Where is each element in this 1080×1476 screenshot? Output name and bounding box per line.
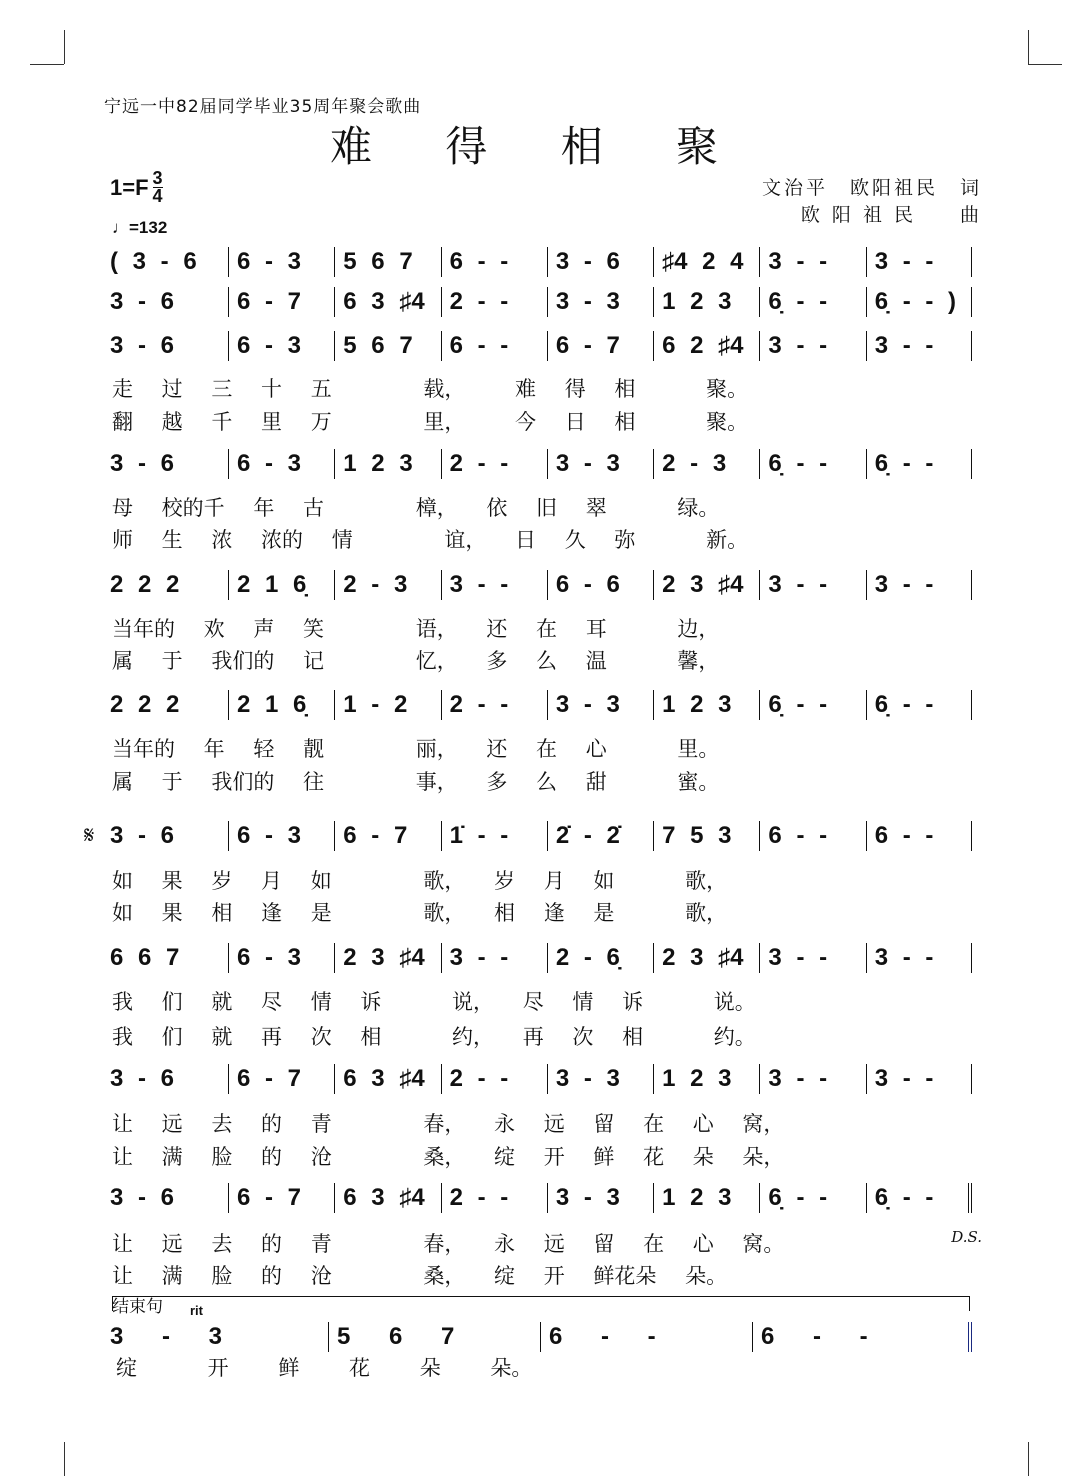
music-row	[110, 943, 972, 973]
key: 1=F	[110, 174, 149, 200]
measure: 6 - 7	[228, 1183, 334, 1213]
lyric-line: 我 们 就 尽 情 诉 说， 尽 情 诉 说。	[112, 990, 756, 1014]
measure: 2 - -	[441, 690, 547, 720]
measure: 6 3 ♯4	[334, 1183, 440, 1213]
measure: 2 - 6̣	[547, 943, 653, 973]
barline	[971, 570, 972, 600]
measure: 2 2 2	[110, 691, 180, 718]
measure: 6̣ - -	[866, 449, 972, 479]
measure: 6 - 3	[228, 247, 334, 277]
measure: 3 - -	[866, 943, 972, 973]
measure: 3 - 6	[547, 247, 653, 277]
measure: 6̣ - -	[759, 287, 865, 317]
lyric-line: 师 生 浓 浓的 情 谊， 日 久 弥 新。	[112, 528, 749, 552]
ritardando-mark: rit	[190, 1303, 203, 1318]
music-row	[110, 570, 972, 600]
measure: 6 - -	[759, 821, 865, 851]
composer-credit: 欧 阳 祖 民 曲	[800, 204, 982, 226]
barline	[971, 287, 972, 317]
measure: 6 - 3	[228, 331, 334, 361]
coda-lyrics: 绽 开 鲜 花 朵 朵。	[116, 1356, 533, 1380]
lyric-line: 属 于 我们的 记 忆， 多 么 温 馨，	[112, 649, 720, 673]
barline	[971, 331, 972, 361]
measure: 6 3 ♯4	[334, 287, 440, 317]
measure: 6 - 7	[547, 331, 653, 361]
measure: 1 2 3	[653, 1064, 759, 1094]
measure: 2 - -	[441, 449, 547, 479]
measure: 3 - -	[759, 331, 865, 361]
measure: 6 - 7	[334, 821, 440, 851]
measure: 3 - 6	[110, 1184, 175, 1211]
measure: 6̣ - - )	[866, 287, 972, 317]
measure: 6 - -	[866, 821, 972, 851]
measure: 6̣ - -	[866, 690, 972, 720]
measure: 1 2 3	[334, 449, 440, 479]
time-signature	[153, 170, 163, 205]
tempo-value: =132	[129, 218, 168, 237]
measure: 6 2 ♯4	[653, 331, 759, 361]
measure: 7 5 3	[653, 821, 759, 851]
measure: 3 - -	[759, 570, 865, 600]
barline	[965, 1183, 972, 1213]
coda-label: 结束句	[112, 1297, 163, 1317]
crop-mark	[1028, 64, 1062, 65]
measure: 2 1 6̣	[228, 570, 334, 600]
measure: ♯4 2 4	[653, 247, 759, 277]
measure: 6 - 3	[228, 449, 334, 479]
measure: 3 - -	[866, 331, 972, 361]
measure: 2 - -	[441, 287, 547, 317]
measure: 1̇ - -	[441, 821, 547, 851]
measure: 2̇ - 2̇	[547, 821, 653, 851]
final-barline	[965, 1322, 972, 1352]
barline	[971, 247, 972, 277]
measure: 3 - 3	[547, 1064, 653, 1094]
measure: 3 - 6	[110, 288, 175, 315]
measure: 6 3 ♯4	[334, 1064, 440, 1094]
measure: 6 - -	[441, 247, 547, 277]
music-row	[110, 1064, 972, 1094]
crop-mark	[1028, 1442, 1029, 1476]
measure: 6 - 3	[228, 943, 334, 973]
measure: 3 - -	[759, 943, 865, 973]
subtitle: 宁远一中82届同学毕业35周年聚会歌曲	[104, 97, 422, 117]
music-row	[110, 821, 972, 851]
music-row	[110, 690, 972, 720]
measure: 3 - 3	[547, 1183, 653, 1213]
measure: 2 3 ♯4	[653, 570, 759, 600]
lyric-line: 我 们 就 再 次 相 约， 再 次 相 约。	[112, 1025, 756, 1049]
lyric-line: 让 满 脸 的 沧 桑， 绽 开 鲜 花 朵 朵，	[112, 1145, 785, 1169]
measure: 6 - -	[540, 1322, 752, 1352]
measure: 2 - 3	[653, 449, 759, 479]
measure: 3 - -	[441, 570, 547, 600]
measure: 3 - -	[866, 247, 972, 277]
measure: 3 - 6	[110, 450, 175, 477]
measure: 6̣ - -	[759, 1183, 865, 1213]
measure: 2 - -	[441, 1064, 547, 1094]
key-signature	[110, 170, 163, 205]
segno-icon: 𝄋	[84, 821, 95, 849]
coda-bracket	[112, 1296, 970, 1311]
lyric-line: 当年的 欢 声 笑 语， 还 在 耳 边，	[112, 617, 720, 641]
song-title: 难 得 相 聚	[330, 122, 719, 171]
measure: 6 - 6	[547, 570, 653, 600]
measure: 2 1 6̣	[228, 690, 334, 720]
measure: 2 - -	[441, 1183, 547, 1213]
lyric-line: 让 远 去 的 青 春， 永 远 留 在 心 窝，	[112, 1112, 785, 1136]
measure: 3 - -	[441, 943, 547, 973]
music-row	[110, 247, 972, 277]
music-row	[110, 1183, 972, 1213]
lyric-line: 当年的 年 轻 靓 丽， 还 在 心 里。	[112, 737, 720, 761]
measure: 2 - 3	[334, 570, 440, 600]
measure: 6̣ - -	[866, 1183, 972, 1213]
measure: 3 - -	[759, 247, 865, 277]
lyric-line: 如 果 相 逢 是 歌， 相 逢 是 歌，	[112, 901, 728, 925]
measure: 6 - 7	[228, 1064, 334, 1094]
barline	[971, 1064, 972, 1094]
measure: 2 3 ♯4	[653, 943, 759, 973]
quarter-note-icon: ♩	[112, 218, 129, 237]
measure: 1 2 3	[653, 287, 759, 317]
measure: 6 - 7	[228, 287, 334, 317]
measure: 3 - 6	[110, 332, 175, 359]
measure: 5 6 7	[334, 247, 440, 277]
measure: 5 6 7	[334, 331, 440, 361]
measure: 3 - -	[866, 1064, 972, 1094]
measure: 1 2 3	[653, 690, 759, 720]
music-row	[110, 287, 972, 317]
lyric-line: 母 校的千 年 古 樟， 依 旧 翠 绿。	[112, 496, 720, 520]
measure: 5 6 7	[328, 1322, 540, 1352]
time-top: 3	[152, 168, 163, 188]
tempo-marking	[112, 218, 167, 238]
crop-mark	[64, 30, 65, 64]
crop-mark	[30, 64, 64, 65]
measure: 3 - -	[866, 570, 972, 600]
measure: 3 - 3	[547, 690, 653, 720]
lyric-line: 翻 越 千 里 万 里， 今 日 相 聚。	[112, 410, 749, 434]
measure: 3 - 6	[110, 822, 175, 849]
music-row	[110, 449, 972, 479]
lyric-line: 让 满 脸 的 沧 桑， 绽 开 鲜花朵 朵。	[112, 1264, 728, 1288]
crop-mark	[1028, 30, 1029, 64]
measure: 3 - 3	[110, 1323, 223, 1350]
lyric-line: 走 过 三 十 五 载， 难 得 相 聚。	[112, 377, 749, 401]
measure: 6̣ - -	[759, 449, 865, 479]
time-bottom: 4	[152, 186, 163, 206]
lyric-line: 属 于 我们的 往 事， 多 么 甜 蜜。	[112, 770, 720, 794]
measure: 6̣ - -	[759, 690, 865, 720]
measure: 3 - 6	[110, 1065, 175, 1092]
measure: 6 - 3	[228, 821, 334, 851]
measure: 6 6 7	[110, 944, 180, 971]
measure: 3 - 3	[547, 287, 653, 317]
ds-mark: D.S.	[951, 1228, 982, 1246]
barline	[971, 690, 972, 720]
crop-mark	[64, 1442, 65, 1476]
measure: 6 - -	[441, 331, 547, 361]
music-row	[110, 331, 972, 361]
measure: 3 - -	[759, 1064, 865, 1094]
measure: 1 2 3	[653, 1183, 759, 1213]
measure: ( 3 - 6	[110, 248, 197, 275]
measure: 6 - -	[752, 1322, 972, 1352]
barline	[971, 449, 972, 479]
measure: 2 2 2	[110, 571, 180, 598]
barline	[971, 821, 972, 851]
measure: 1 - 2	[334, 690, 440, 720]
coda-row	[110, 1322, 972, 1352]
lyricist-credit: 文治平 欧阳祖民 词	[761, 177, 982, 199]
measure: 3 - 3	[547, 449, 653, 479]
lyric-line: 让 远 去 的 青 春， 永 远 留 在 心 窝。	[112, 1232, 785, 1256]
barline	[971, 943, 972, 973]
lyric-line: 如 果 岁 月 如 歌， 岁 月 如 歌，	[112, 869, 728, 893]
measure: 2 3 ♯4	[334, 943, 440, 973]
